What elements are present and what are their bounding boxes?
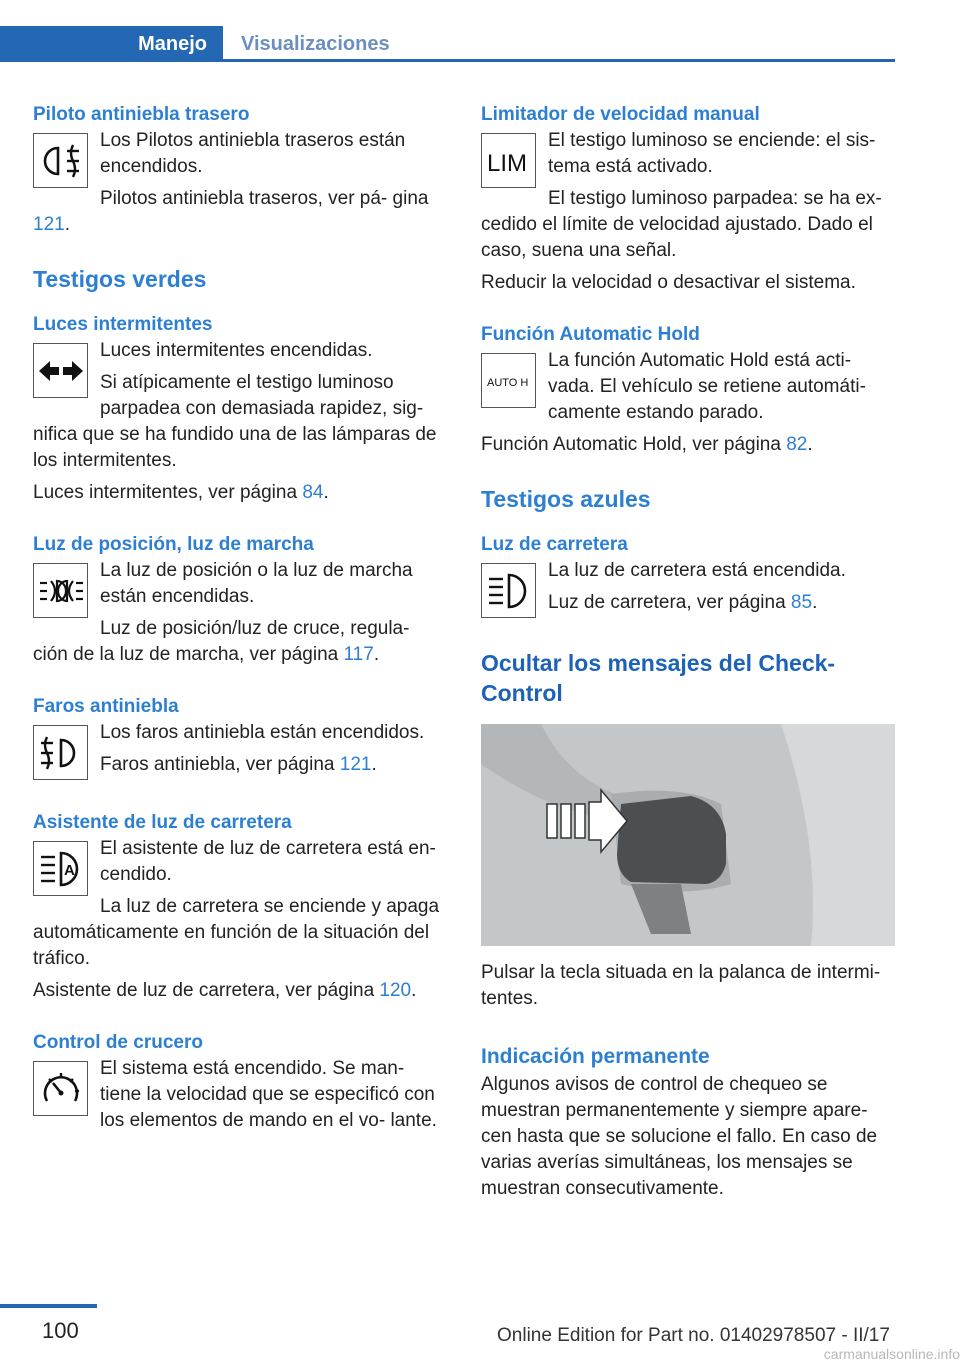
position-light-icon — [33, 563, 88, 618]
high-beam-title: Luz de carretera — [481, 534, 628, 555]
page-link-121[interactable]: 121 — [33, 214, 65, 235]
speed-limiter-text1: El testigo luminoso se enciende: el sis‐ tema está activado. — [548, 130, 876, 177]
high-beam-assist-title: Asistente de luz de carretera — [33, 812, 292, 833]
header-rule — [223, 59, 895, 62]
turn-signals-text1: Luces intermitentes encendidas. — [100, 340, 373, 361]
page-link-84[interactable]: 84 — [302, 482, 324, 503]
page-link-82[interactable]: 82 — [786, 434, 808, 455]
permanent-text1: Algunos avisos de control de chequeo se muestran permanentemente y siempre apare‐ cen hasta que se solucione el fallo. En caso de varias averías simultáneas, los mensajes se muestran consecutivamente. — [481, 1074, 878, 1199]
position-light-text2: Luz de posición/luz de cruce, regula‐ ción de la luz de marcha, ver página 117. — [33, 618, 410, 665]
page-number: 100 — [42, 1318, 79, 1343]
turn-signal-arrows-icon — [33, 343, 88, 398]
section-tab-visualizaciones: Visualizaciones — [241, 33, 390, 55]
front-fog-icon — [33, 725, 88, 780]
header-bar — [0, 26, 895, 62]
right-column — [481, 102, 895, 1202]
rear-fog-icon — [33, 133, 88, 188]
high-beam-assist-text2: La luz de carretera se enciende y apaga automáticamente en función de la situación del tráfico. — [33, 896, 440, 969]
hide-messages-heading: Ocultar los mensajes del Check-Control — [481, 650, 836, 706]
cruise-control-icon — [33, 1061, 88, 1116]
turn-signals-title: Luces intermitentes — [33, 314, 213, 335]
svg-text:A: A — [63, 861, 75, 879]
high-beam-entry — [481, 532, 895, 622]
permanent-title: Indicación permanente — [481, 1045, 710, 1068]
lever-illustration — [481, 724, 895, 946]
lim-icon — [481, 133, 536, 188]
high-beam-assist-entry — [33, 810, 448, 1004]
turn-signals-entry — [33, 312, 448, 506]
auto-hold-text1: La función Automatic Hold está acti‐ vada. El vehículo se retiene automáti‐ camente estando parado. — [548, 350, 866, 423]
auto-hold-icon — [481, 353, 536, 408]
page-link-85[interactable]: 85 — [790, 592, 813, 613]
high-beam-text2: Luz de carretera, ver página 85. — [548, 592, 818, 613]
fog-lights-text1: Los faros antiniebla están encendidos. — [100, 722, 425, 743]
speed-limiter-text3: Reducir la velocidad o desactivar el sistema. — [481, 272, 856, 293]
fog-lights-entry — [33, 694, 448, 784]
page-link-117[interactable]: 117 — [343, 644, 374, 665]
turn-signal-lever-photo — [481, 724, 895, 946]
hide-messages-text1: Pulsar la tecla situada en la palanca de intermi‐ tentes. — [481, 962, 881, 1009]
rear-fog-entry — [33, 102, 448, 238]
position-light-title: Luz de posición, luz de marcha — [33, 534, 314, 555]
speed-limiter-text2: El testigo luminoso parpadea: se ha ex‐ cedido el límite de velocidad ajustado. Dado el caso, suena una señal. — [481, 188, 882, 261]
permanent-entry — [481, 1042, 895, 1202]
auto-hold-entry — [481, 322, 895, 458]
left-column — [33, 102, 448, 1134]
position-light-entry — [33, 532, 448, 668]
turn-signals-text3: Luces intermitentes, ver página 84. — [33, 482, 329, 503]
svg-text:LIM: LIM — [486, 149, 527, 177]
watermark: carmanualsonline.info — [823, 1346, 960, 1362]
green-indicators-heading: Testigos verdes — [33, 266, 207, 292]
rear-fog-text2: Pilotos antiniebla traseros, ver pá‐ gina 121. — [33, 188, 429, 235]
page-link-120[interactable]: 120 — [379, 980, 412, 1001]
fog-lights-title: Faros antiniebla — [33, 696, 179, 717]
high-beam-icon — [481, 563, 536, 618]
cruise-control-entry — [33, 1030, 448, 1134]
section-tab-manejo: Manejo — [0, 26, 223, 62]
fog-lights-text2: Faros antiniebla, ver página 121. — [100, 754, 377, 775]
svg-text:AUTO H: AUTO H — [486, 376, 528, 389]
position-light-text1: La luz de posición o la luz de marcha están encendidas. — [100, 560, 413, 607]
blue-indicators-heading: Testigos azules — [481, 486, 651, 512]
speed-limiter-entry — [481, 102, 895, 296]
auto-hold-title: Función Automatic Hold — [481, 324, 700, 345]
high-beam-assist-text1: El asistente de luz de carretera está en‐ cendido. — [100, 838, 436, 885]
edition-text: Online Edition for Part no. 01402978507 - II/17 — [497, 1325, 890, 1346]
turn-signals-text2: Si atípicamente el testigo luminoso parpadea con demasiada rapidez, sig‐ nifica que se ha fundido una de las lámparas de los intermitentes. — [33, 372, 437, 471]
high-beam-assist-text3: Asistente de luz de carretera, ver página 120. — [33, 980, 417, 1001]
auto-hold-text2: Función Automatic Hold, ver página 82. — [481, 434, 813, 455]
cruise-control-title: Control de crucero — [33, 1032, 203, 1053]
speed-limiter-title: Limitador de velocidad manual — [481, 104, 760, 125]
cruise-control-text1: El sistema está encendido. Se man‐ tiene la velocidad que se especificó con los elementos de mando en el vo‐ lante. — [100, 1058, 437, 1131]
footer-rule — [0, 1304, 97, 1308]
page-link-121b[interactable]: 121 — [339, 754, 372, 775]
rear-fog-title: Piloto antiniebla trasero — [33, 104, 250, 125]
high-beam-assist-icon — [33, 841, 88, 896]
high-beam-text1: La luz de carretera está encendida. — [548, 560, 846, 581]
rear-fog-text1: Los Pilotos antiniebla traseros están encendidos. — [100, 130, 406, 177]
